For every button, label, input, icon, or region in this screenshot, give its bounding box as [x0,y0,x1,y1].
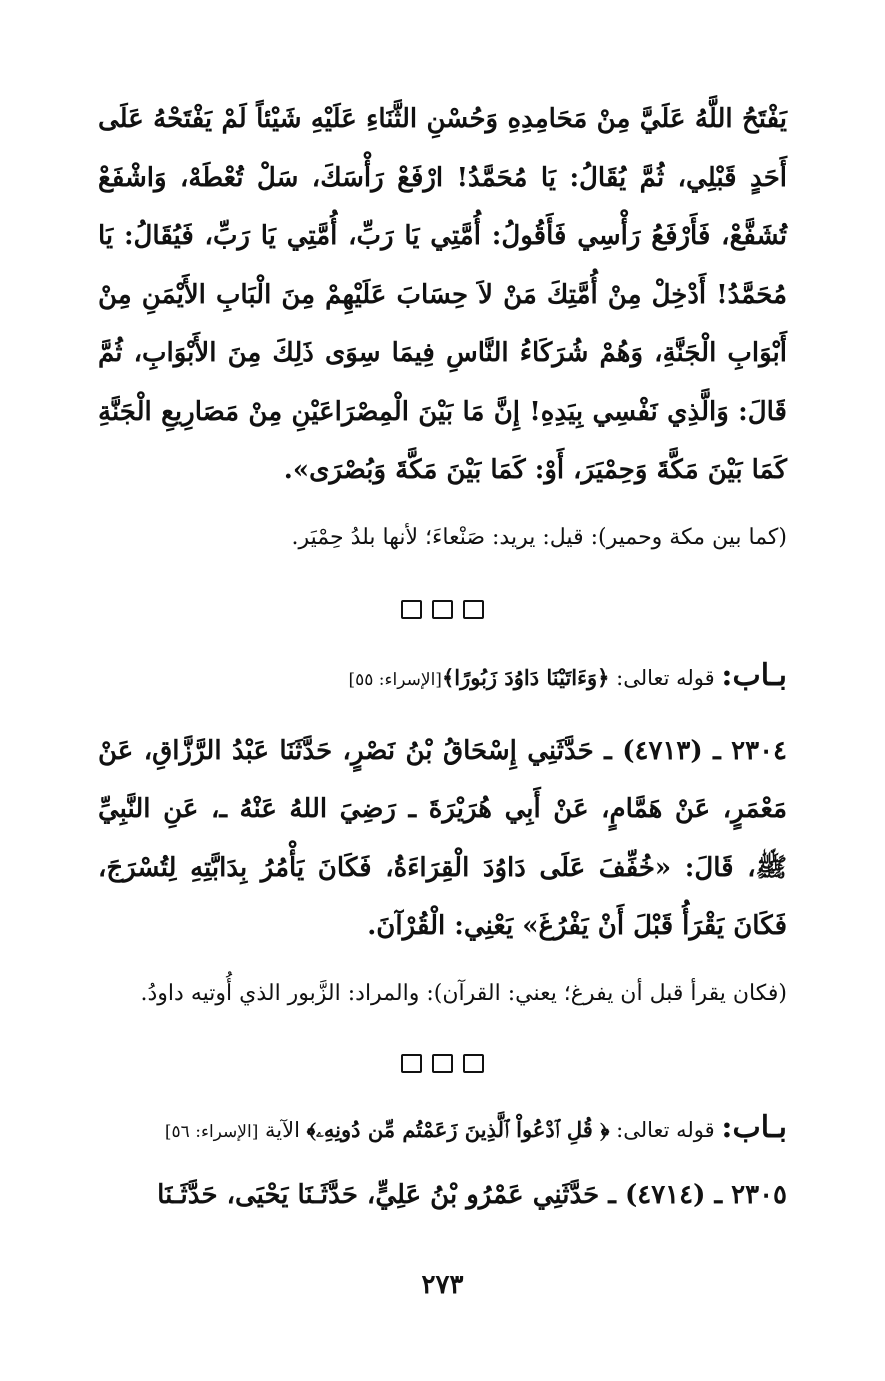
separator-square-icon [463,600,484,619]
chapter-heading-2 [98,1108,787,1152]
section-separator-1 [98,600,787,622]
chapter-keyword: بـاب: [721,657,787,693]
chapter-reference: [الإسراء: ٥٦] [164,1121,259,1142]
commentary-note-2: (فكان يقرأ قبل أن يفرغ؛ يعني: القرآن): والمراد: الزَّبور الذي أُوتيه داودُ. [140,980,787,1006]
commentary-note-1: (كما بين مكة وحمير): قيل: يريد: صَنْعاءَ؛ لأنها بلدُ حِمْيَر. [291,524,787,550]
separator-square-icon [463,1054,484,1073]
separator-square-icon [401,600,422,619]
hadith-2304: ٢٣٠٤ ـ (٤٧١٣) ـ حَدَّثَنِي إِسْحَاقُ بْنُ نَصْرٍ، حَدَّثَنَا عَبْدُ الرَّزَّاقِ، عَنْ مَعْمَرٍ، عَنْ هَمَّامٍ، عَنْ أَبِي هُرَيْرَةَ ـ رَضِيَ اللهُ عَنْهُ ـ، عَنِ النَّبِيِّ ﷺ، قَالَ: «خُفِّفَ عَلَى دَاوُدَ الْقِرَاءَةُ، فَكَانَ يَأْمُرُ بِدَابَّتِهِ لِتُسْرَجَ، فَكَانَ يَقْرَأُ قَبْلَ أَنْ يَفْرُغَ» يَعْنِي: الْقُرْآنَ. [98,735,787,941]
hadith-2303-continuation: يَفْتَحُ اللَّهُ عَلَيَّ مِنْ مَحَامِدِهِ وَحُسْنِ الثَّنَاءِ عَلَيْهِ شَيْئاً لَمْ يَفْتَحْهُ عَلَى أَحَدٍ قَبْلِي، ثُمَّ يُقَالُ: يَا مُحَمَّدُ! ارْفَعْ رَأْسَكَ، سَلْ تُعْطَهْ، وَاشْفَعْ تُشَفَّعْ، فَأَرْفَعُ رَأْسِي فَأَقُولُ: أُمَّتِي يَا رَبِّ، أُمَّتِي يَا رَبِّ، فَيُقَالُ: يَا مُحَمَّدُ! أَدْخِلْ مِنْ أُمَّتِكَ مَنْ لاَ حِسَابَ عَلَيْهِمْ مِنَ الْبَابِ الأَيْمَنِ مِنْ أَبْوَابِ الْجَنَّةِ، وَهُمْ شُرَكَاءُ النَّاسِ فِيمَا سِوَى ذَلِكَ مِنَ الأَبْوَابِ، ثُمَّ قَالَ: وَالَّذِي نَفْسِي بِيَدِهِ! إِنَّ مَا بَيْنَ الْمِصْرَاعَيْنِ مِنْ مَصَارِيعِ الْجَنَّةِ كَمَا بَيْنَ مَكَّةَ وَحِمْيَرَ، أَوْ: كَمَا بَيْنَ مَكَّةَ وَبُصْرَى». [98,104,787,485]
chapter-intro: قوله تعالى: [616,1117,715,1142]
separator-square-icon [432,600,453,619]
chapter-verse: ﴿ قُلِ ٱدْعُواْ ٱلَّذِينَ زَعَمْتُم مِّن دُونِهِۦ﴾ [306,1116,610,1142]
separator-square-icon [432,1054,453,1073]
section-separator-2 [98,1054,787,1076]
chapter-keyword: بـاب: [721,1109,787,1145]
chapter-verse: ﴿وَءَاتَيْنَا دَاوُدَ زَبُورًا﴾ [441,664,610,690]
chapter-heading-1 [98,656,787,700]
chapter-reference: [الإسراء: ٥٥] [348,669,442,690]
chapter-verse-suffix: الآية [265,1117,300,1142]
hadith-2305-start: ٢٣٠٥ ـ (٤٧١٤) ـ حَدَّثَنِي عَمْرُو بْنُ عَلِيٍّ، حَدَّثَـنَا يَحْيَى، حَدَّثَـنَا [157,1179,787,1210]
page-number: ٢٧٣ [421,1270,464,1300]
separator-square-icon [401,1054,422,1073]
chapter-intro: قوله تعالى: [616,665,715,690]
